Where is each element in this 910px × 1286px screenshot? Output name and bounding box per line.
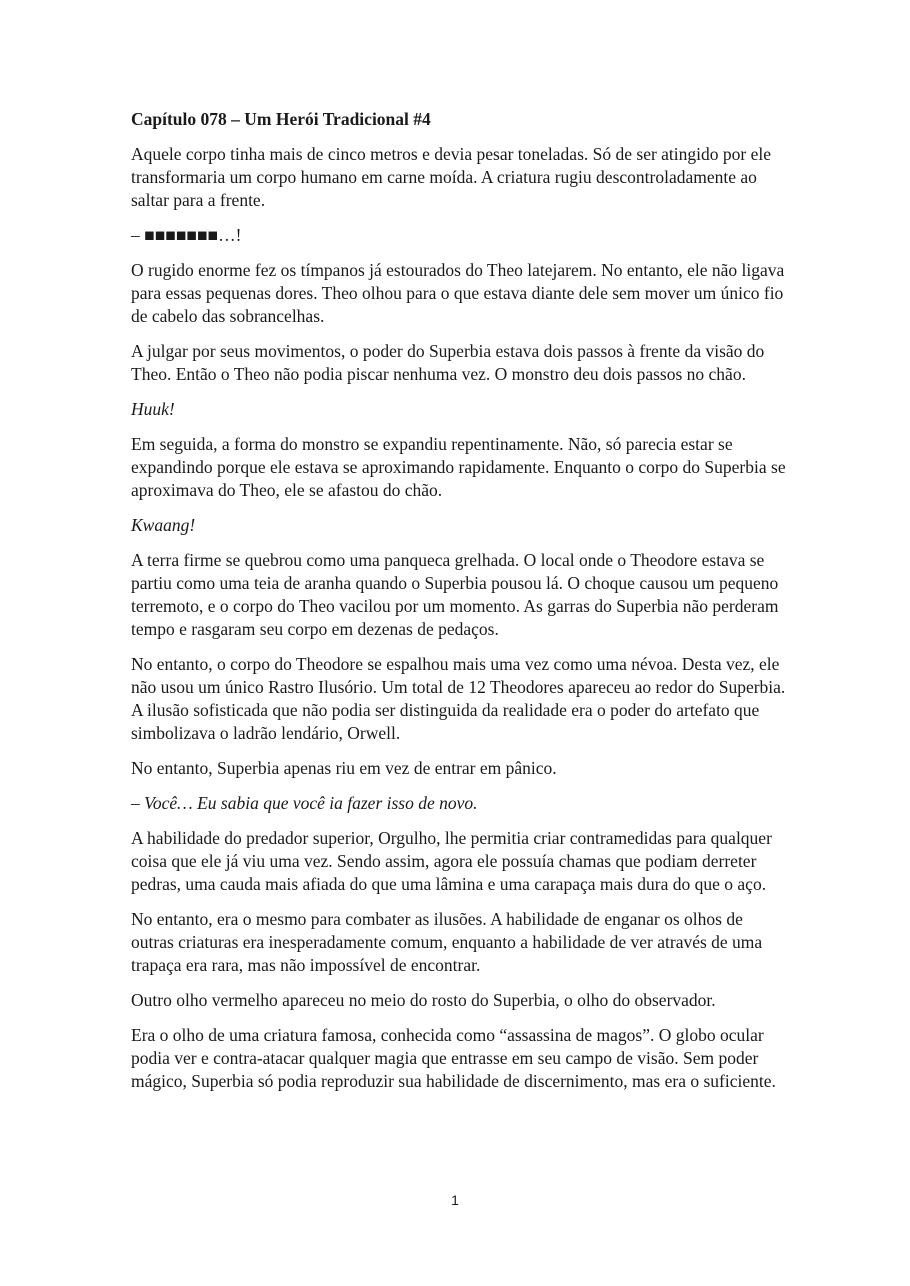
document-body bbox=[131, 143, 786, 1093]
body-paragraph: – ■■■■■■■…! bbox=[131, 225, 242, 245]
body-paragraph: Era o olho de uma criatura famosa, conhecida como “assassina de magos”. O globo ocular podia ver e contra-atacar qualquer magia que entrasse em seu campo de visão. Sem poder mágico, Superbia só podia reproduzir sua habilidade de discernimento, mas era o suficiente. bbox=[131, 1025, 776, 1091]
document-page bbox=[131, 108, 786, 1105]
body-paragraph: A terra firme se quebrou como uma panqueca grelhada. O local onde o Theodore estava se partiu como uma teia de aranha quando o Superbia pousou lá. O choque causou um pequeno terremoto, e o corpo do Theo vacilou por um momento. As garras do Superbia não perderam tempo e rasgaram seu corpo em dezenas de pedaços. bbox=[131, 550, 779, 639]
body-paragraph: Outro olho vermelho apareceu no meio do rosto do Superbia, o olho do observador. bbox=[131, 990, 716, 1010]
body-paragraph: Huuk! bbox=[131, 399, 175, 419]
body-paragraph: No entanto, era o mesmo para combater as ilusões. A habilidade de enganar os olhos de outras criaturas era inesperadamente comum, enquanto a habilidade de ver através de uma trapaça era rara, mas não impossível de encontrar. bbox=[131, 909, 763, 975]
body-paragraph: Em seguida, a forma do monstro se expandiu repentinamente. Não, só parecia estar se expandindo porque ele estava se aproximando rapidamente. Enquanto o corpo do Superbia se aproximava do Theo, ele se afastou do chão. bbox=[131, 434, 786, 500]
body-paragraph: A habilidade do predador superior, Orgulho, lhe permitia criar contramedidas para qualquer coisa que ele já viu uma vez. Sendo assim, agora ele possuía chamas que podiam derreter pedras, uma cauda mais afiada do que uma lâmina e uma carapaça mais dura do que o aço. bbox=[131, 828, 772, 894]
body-paragraph: No entanto, o corpo do Theodore se espalhou mais uma vez como uma névoa. Desta vez, ele não usou um único Rastro Ilusório. Um total de 12 Theodores apareceu ao redor do Superbia. A ilusão sofisticada que não podia ser distinguida da realidade era o poder do artefato que simbolizava o ladrão lendário, Orwell. bbox=[131, 654, 786, 743]
body-paragraph: O rugido enorme fez os tímpanos já estourados do Theo latejarem. No entanto, ele não ligava para essas pequenas dores. Theo olhou para o que estava diante dele sem mover um único fio de cabelo das sobrancelhas. bbox=[131, 260, 785, 326]
page-number: 1 bbox=[451, 1192, 459, 1208]
body-paragraph: Aquele corpo tinha mais de cinco metros e devia pesar toneladas. Só de ser atingido por ele transformaria um corpo humano em carne moída. A criatura rugiu descontroladamente ao saltar para a frente. bbox=[131, 144, 771, 210]
body-paragraph: – Você… Eu sabia que você ia fazer isso de novo. bbox=[131, 793, 478, 813]
body-paragraph: Kwaang! bbox=[131, 515, 196, 535]
body-paragraph: No entanto, Superbia apenas riu em vez de entrar em pânico. bbox=[131, 758, 557, 778]
body-paragraph: A julgar por seus movimentos, o poder do Superbia estava dois passos à frente da visão do Theo. Então o Theo não podia piscar nenhuma vez. O monstro deu dois passos no chão. bbox=[131, 341, 765, 384]
chapter-title: Capítulo 078 – Um Herói Tradicional #4 bbox=[131, 109, 431, 129]
